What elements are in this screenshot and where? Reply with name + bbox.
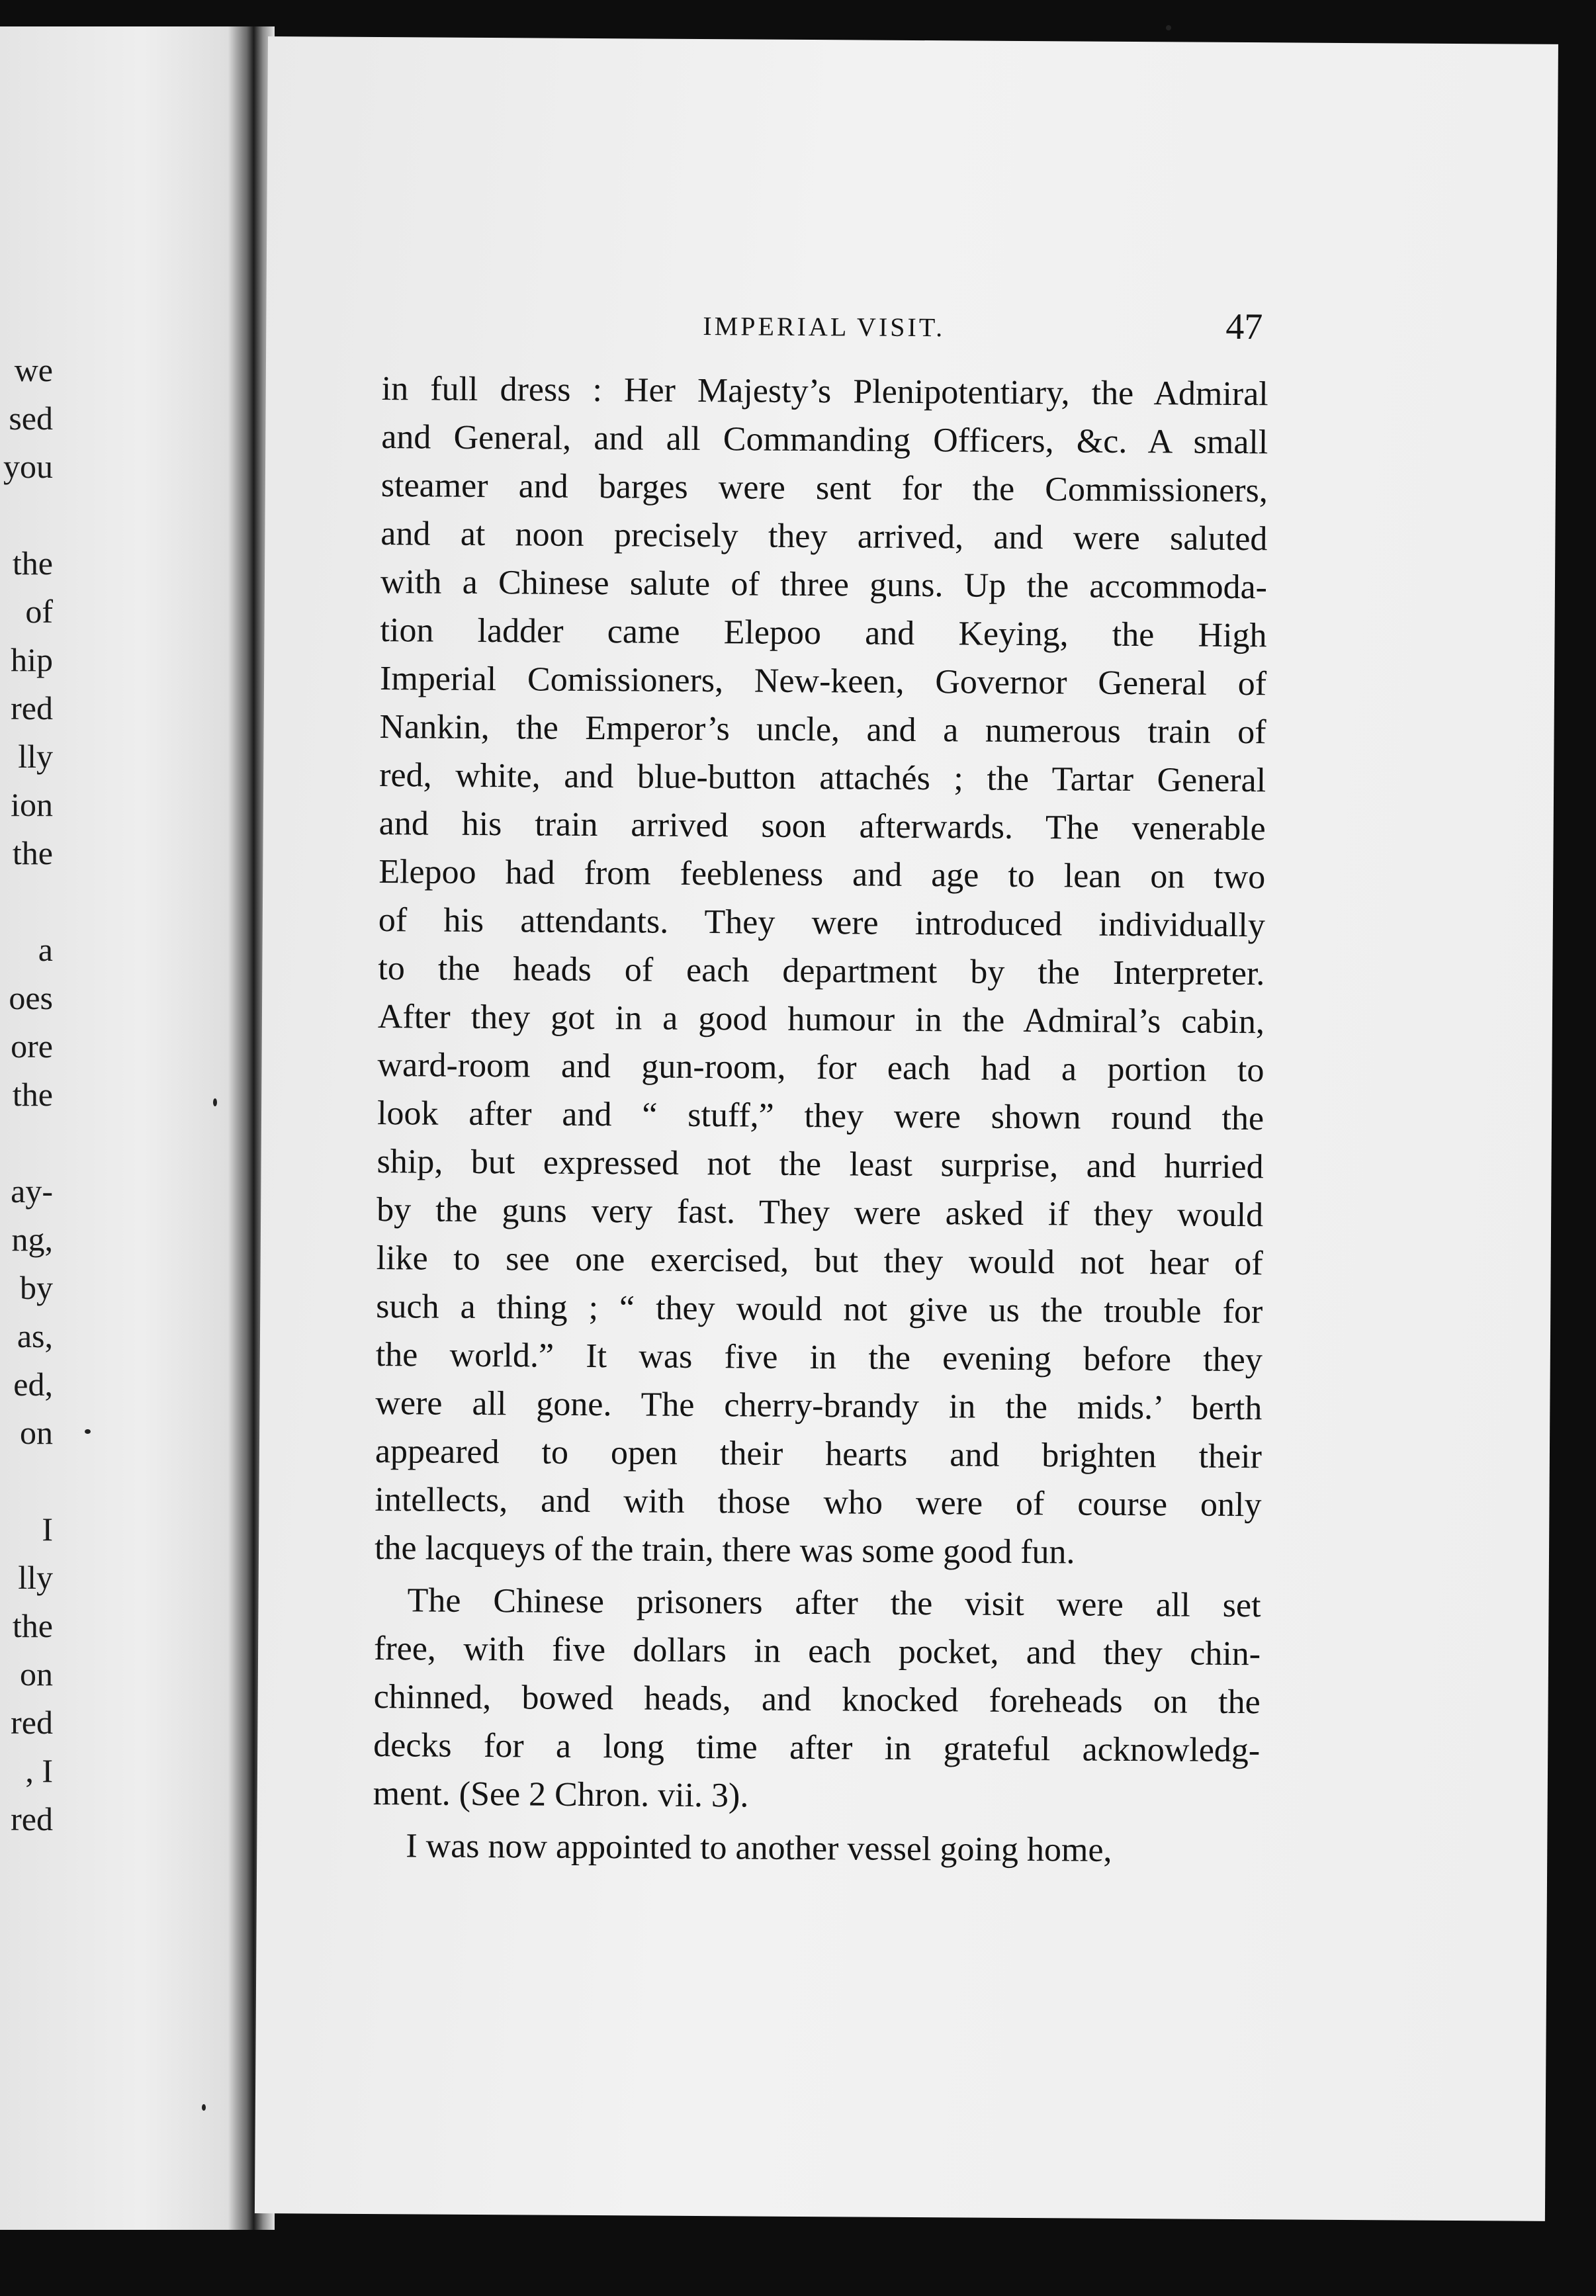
facing-page-line-fragment: the [12, 1076, 53, 1113]
facing-page [0, 26, 238, 2230]
text-line: by the guns very fast. They were asked if they would [376, 1191, 1264, 1235]
facing-page-line-fragment: ore [11, 1028, 53, 1065]
text-line: look after and “ stuff,” they were shown round the [377, 1094, 1264, 1138]
facing-page-line-fragment: lly [18, 1559, 53, 1596]
facing-page-line-fragment: I [42, 1511, 53, 1548]
text-line: ship, but expressed not the least surprise, and hurried [377, 1143, 1264, 1186]
text-line: were all gone. The cherry-brandy in the mids.’ berth [375, 1384, 1263, 1428]
facing-page-line-fragment: on [20, 1414, 53, 1451]
facing-page-line-fragment: ion [11, 786, 53, 823]
text-line: and at noon precisely they arrived, and were saluted [380, 515, 1268, 558]
facing-page-line-fragment: as, [17, 1317, 53, 1354]
facing-page-line-fragment: red [11, 1800, 53, 1837]
text-line: to the heads of each department by the Interpreter. [378, 949, 1265, 993]
facing-page-line-fragment: of [25, 593, 53, 630]
text-line: the lacqueys of the train, there was some good fun. [374, 1529, 1075, 1571]
ink-speck [1166, 25, 1171, 30]
text-line: in full dress : Her Majesty’s Plenipotentiary, the Admiral [381, 370, 1268, 414]
facing-page-line-fragment: , I [25, 1752, 53, 1789]
facing-page-line-fragment: ay- [11, 1172, 53, 1210]
text-line: ward-room and gun-room, for each had a portion to [377, 1046, 1264, 1090]
facing-page-line-fragment: red [11, 1704, 53, 1741]
page-number: 47 [1225, 306, 1263, 348]
text-line: tion ladder came Elepoo and Keying, the High [380, 611, 1267, 655]
facing-page-line-fragment: you [3, 448, 53, 485]
facing-page-line-fragment: on [20, 1656, 53, 1693]
body-text [373, 365, 1268, 1875]
text-line: free, with five dollars in each pocket, and they chin- [373, 1630, 1261, 1673]
text-line: After they got in a good humour in the Admiral’s cabin, [377, 998, 1265, 1041]
facing-page-line-fragment: red [11, 689, 53, 727]
text-line: of his attendants. They were introduced individually [378, 901, 1265, 945]
text-line: The Chinese prisoners after the visit were all set [407, 1581, 1261, 1625]
facing-page-line-fragment: by [20, 1269, 53, 1306]
text-line: such a thing ; “ they would not give us the trouble for [376, 1288, 1263, 1331]
facing-page-line-fragment: oes [9, 979, 53, 1016]
text-line: steamer and barges were sent for the Commissioners, [380, 466, 1268, 510]
text-line: and his train arrived soon afterwards. The venerable [378, 805, 1266, 848]
book-page [255, 36, 1558, 2221]
text-line: Imperial Comissioners, New-keen, Governor General of [379, 660, 1267, 703]
facing-page-line-fragment: we [14, 351, 53, 388]
ink-speck [202, 2104, 206, 2111]
text-line: with a Chinese salute of three guns. Up the accommoda- [380, 563, 1268, 607]
text-line: like to see one exercised, but they would not hear of [376, 1239, 1263, 1283]
running-head: IMPERIAL VISIT. [703, 311, 946, 343]
facing-page-line-fragment: the [12, 1607, 53, 1644]
text-line: ment. (See 2 Chron. vii. 3). [373, 1775, 749, 1815]
ink-speck [213, 1098, 217, 1106]
text-line: decks for a long time after in grateful acknowledg- [373, 1726, 1261, 1770]
text-line: the world.” It was five in the evening before they [375, 1336, 1263, 1380]
text-line: Nankin, the Emperor’s uncle, and a numerous train of [379, 708, 1266, 752]
text-line: appeared to open their hearts and brighten their [375, 1433, 1263, 1476]
text-line: intellects, and with those who were of course only [375, 1481, 1262, 1524]
facing-page-line-fragment: ng, [11, 1221, 53, 1258]
facing-page-line-fragment: the [12, 834, 53, 871]
text-line: I was now appointed to another vessel going home, [406, 1827, 1112, 1869]
text-line: chinned, bowed heads, and knocked foreheads on the [373, 1678, 1261, 1722]
facing-page-line-fragment: a [38, 931, 53, 968]
text-line: and General, and all Commanding Officers, &c. A small [381, 418, 1268, 462]
facing-page-line-fragment: the [12, 545, 53, 582]
facing-page-line-fragment: sed [9, 400, 53, 437]
facing-page-line-fragment: hip [11, 641, 53, 678]
facing-page-line-fragment: ed, [13, 1366, 53, 1403]
text-line: red, white, and blue-button attachés ; the Tartar General [379, 756, 1266, 800]
facing-page-line-fragment: lly [18, 738, 53, 775]
text-line: Elepoo had from feebleness and age to lean on two [378, 853, 1266, 897]
ink-speck [85, 1429, 91, 1434]
